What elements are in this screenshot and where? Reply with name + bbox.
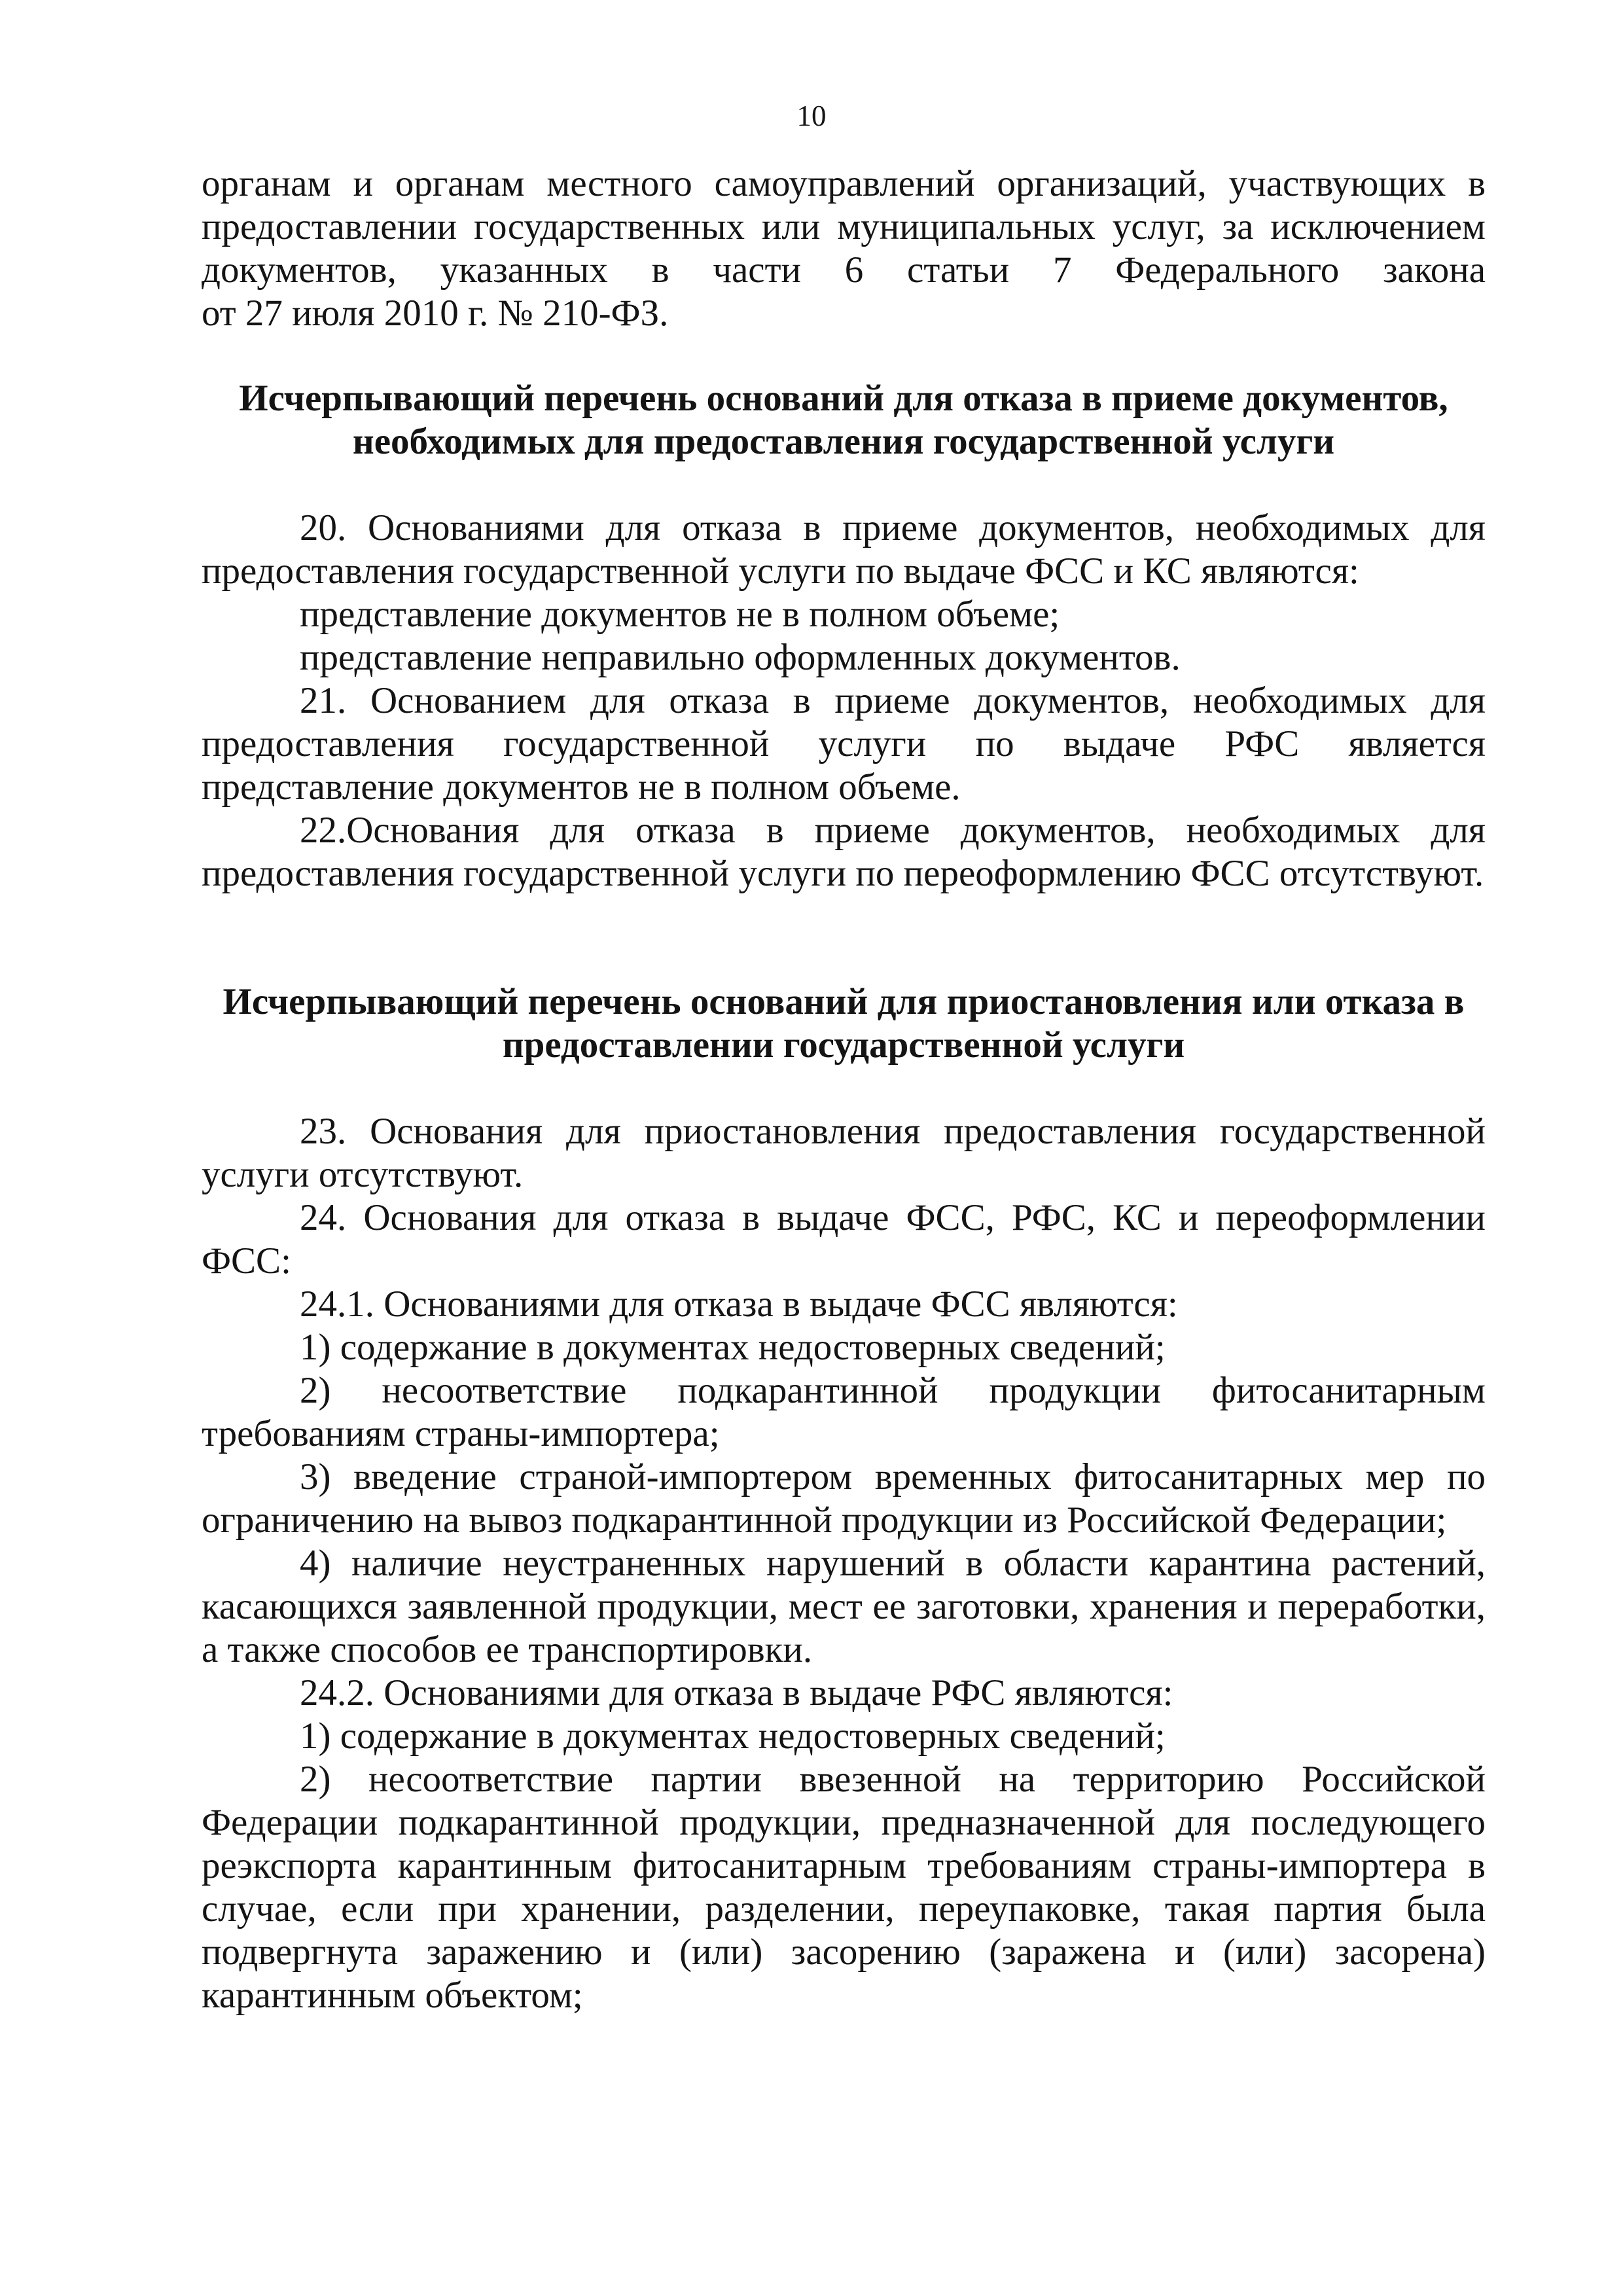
heading-line: Исчерпывающий перечень оснований для отказа в приеме документов, xyxy=(239,378,1448,419)
paragraph-24-1-item-4: 4) наличие неустраненных нарушений в области карантина растений, касающихся заявленной продукции, мест ее заготовки, хранения и переработки, а также способов ее транспортировки. xyxy=(202,1543,1486,1670)
intro-line: органам и органам местного самоуправлений организаций, участвующих в xyxy=(202,163,1486,204)
paragraph-20: 20. Основаниями для отказа в приеме документов, необходимых для предоставления государственной услуги по выдаче ФСС и КС являются: xyxy=(202,507,1486,592)
page-number: 10 xyxy=(796,99,827,132)
heading-line: Исчерпывающий перечень оснований для приостановления или отказа в xyxy=(223,981,1465,1022)
paragraph-24-2-item-2: 2) несоответствие партии ввезенной на территорию Российской Федерации подкарантинной продукции, предназначенной для последующего реэкспорта карантинным фитосанитарным требованиям страны-импортера в случае, если при хранении, разделении, переупаковке, такая партия была подвергнута заражению и (или) засорению (заражена и (или) засорена) карантинным объектом; xyxy=(202,1759,1486,2016)
section-heading-refusal-acceptance xyxy=(202,377,1486,463)
paragraph-24-1: 24.1. Основаниями для отказа в выдаче ФСС являются: xyxy=(300,1283,1178,1325)
paragraph-20-item-1: представление документов не в полном объеме; xyxy=(300,594,1060,635)
paragraph-23: 23. Основания для приостановления предоставления государственной услуги отсутствуют. xyxy=(202,1111,1486,1195)
paragraph-24-1-item-1: 1) содержание в документах недостоверных сведений; xyxy=(300,1327,1166,1368)
intro-paragraph xyxy=(202,162,1486,335)
document-body xyxy=(202,162,1486,2017)
heading-line: предоставлении государственной услуги xyxy=(502,1024,1185,1066)
paragraph-20-item-2: представление неправильно оформленных документов. xyxy=(300,637,1181,678)
paragraph-24-1-item-3: 3) введение страной-импортером временных фитосанитарных мер по ограничению на вывоз подкарантинной продукции из Российской Федерации; xyxy=(202,1456,1486,1541)
paragraph-24-2-item-1: 1) содержание в документах недостоверных сведений; xyxy=(300,1715,1166,1757)
intro-line: предоставлении государственных или муниципальных услуг, за исключением xyxy=(202,206,1486,247)
intro-line: документов, указанных в части 6 статьи 7 Федерального закона xyxy=(202,249,1486,291)
paragraph-24: 24. Основания для отказа в выдаче ФСС, РФС, КС и переоформлении ФСС: xyxy=(202,1197,1486,1282)
paragraph-22: 22.Основания для отказа в приеме документов, необходимых для предоставления государственной услуги по переоформлению ФСС отсутствуют. xyxy=(202,810,1486,894)
section-heading-suspension-refusal xyxy=(202,980,1486,1067)
paragraph-24-2: 24.2. Основаниями для отказа в выдаче РФС являются: xyxy=(300,1672,1173,1713)
paragraph-24-1-item-2: 2) несоответствие подкарантинной продукции фитосанитарным требованиям страны-импортера; xyxy=(202,1370,1486,1454)
heading-line: необходимых для предоставления государственной услуги xyxy=(352,421,1335,462)
paragraph-21: 21. Основанием для отказа в приеме документов, необходимых для предоставления государственной услуги по выдаче РФС является представление документов не в полном объеме. xyxy=(202,680,1486,808)
intro-line: от 27 июля 2010 г. № 210-ФЗ. xyxy=(202,293,669,334)
